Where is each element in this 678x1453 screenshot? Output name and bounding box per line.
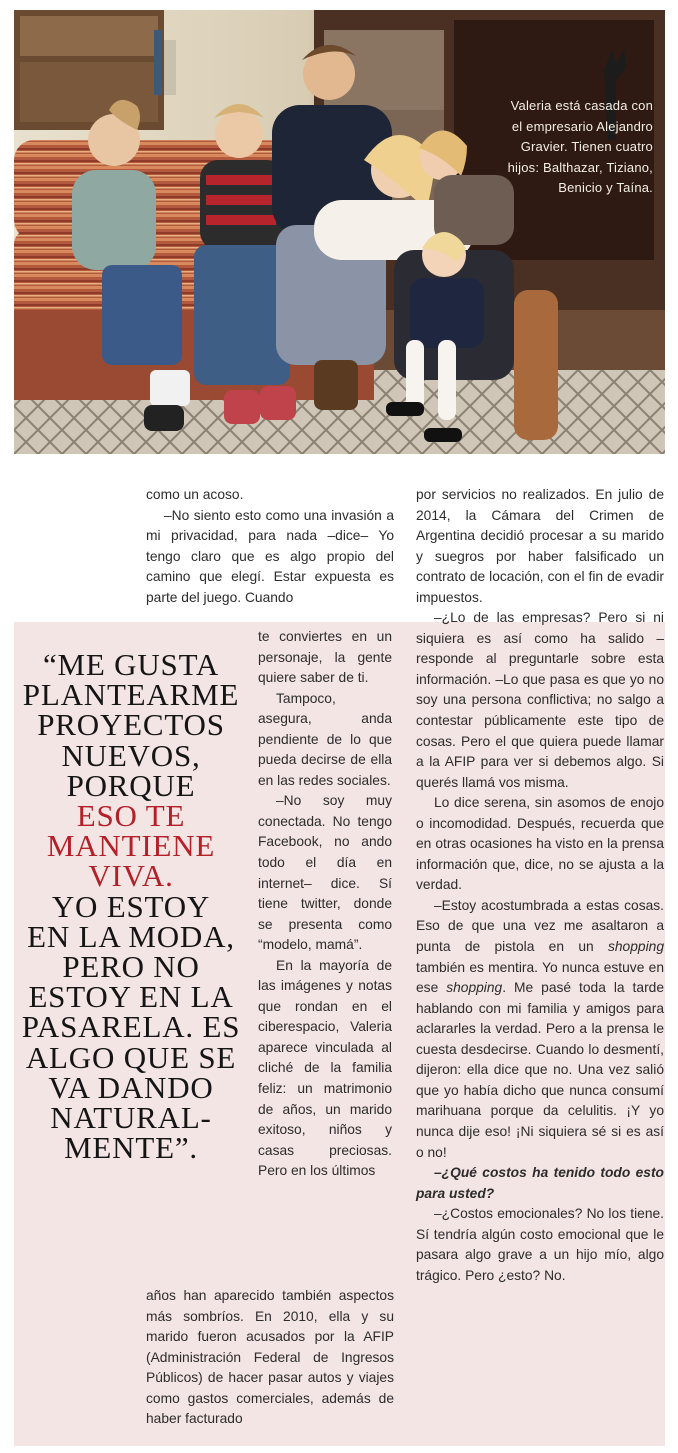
- pull-quote-highlight: MANTIENE: [46, 828, 216, 864]
- text-run: –Estoy acostumbrada a estas cosas. Eso de que una vez me asaltaron a punta de pistola en un: [416, 897, 664, 955]
- pull-quote-line: ALGO QUE SE: [25, 1039, 237, 1075]
- article-column-left-bottom: [146, 1286, 394, 1430]
- article-column-right: [416, 485, 664, 1286]
- pull-quote-line: PORQUE: [66, 767, 196, 803]
- text-run: . Me pasé toda la tarde hablando con mi familia y amigos para aclararles la verdad. Pero a la prensa le cuesta desdecirse. Cuando lo desmentí, dijeron: ella dice que no. Una vez salió que yo había dicho que nunca consumí marihuana porque da celulitis. ¡Y yo nunca dije eso! ¡Ni siquiera sé si es así o no!: [416, 980, 665, 1160]
- pull-quote-line: PLANTEARME: [22, 677, 240, 713]
- pull-quote-line: MENTE”.: [64, 1130, 198, 1166]
- pull-quote-line: PASARELA. ES: [21, 1009, 241, 1045]
- article-paragraph: En la mayoría de las imágenes y notas que rondan en el ciberespacio, Valeria aparece vinculada al cliché de la familia feliz: un matrimonio de años, un marido exitoso, niños y casas preciosas. Pero en los últimos: [258, 957, 392, 1179]
- photo-caption: Valeria está casada con el empresario Alejandro Gravier. Tienen cuatro hijos: Balthazar, Tiziano, Benicio y Taína.: [507, 98, 653, 195]
- interview-question: –¿Qué costos ha tenido todo esto para usted?: [416, 1165, 664, 1201]
- article-paragraph: [416, 896, 664, 1163]
- article-column-left-top: [146, 485, 394, 608]
- pull-quote-line: ESTOY EN LA: [28, 979, 234, 1015]
- article-paragraph: por servicios no realizados. En julio de 2014, la Cámara del Crimen de Argentina decidió procesar a su marido y suegros por haber falsificado un contrato de locación, con el fin de evadir impuestos.: [416, 487, 664, 605]
- article-paragraph: Tampoco, asegura, anda pendiente de lo que pueda decirse de ella en las redes sociales.: [258, 690, 392, 788]
- text-run: también es mentira. Yo nunca estuve en ese: [416, 959, 664, 996]
- article-column-narrow: [258, 627, 392, 1182]
- pull-quote-line: NATURAL-: [50, 1100, 212, 1136]
- family-photo-illustration: [14, 10, 665, 454]
- article-paragraph: te conviertes en un personaje, la gente quiere saber de ti.: [258, 629, 392, 686]
- article-paragraph: –¿Lo de las empresas? Pero si ni siquiera es así como ha salido –responde al preguntarle sobre esta información. –Lo que pasa es que yo no soy una persona conflictiva; no salgo a contestar públicamente este tipo de cosas. Pero el que quiera puede llamar a la AFIP para ver si debemos algo. Si querés llamá vos misma.: [416, 610, 664, 790]
- pull-quote-line: “ME GUSTA: [42, 647, 220, 682]
- pull-quote-line: PROYECTOS: [37, 707, 225, 743]
- article-paragraph: –No soy muy conectada. No tengo Facebook, no ando todo el día en internet– dice. Sí tiene twitter, donde se presenta como “modelo, mamá”.: [258, 793, 392, 953]
- pull-quote-line: EN LA MODA,: [27, 918, 235, 954]
- italic-term: shopping: [446, 980, 503, 996]
- pull-quote: [14, 647, 248, 1166]
- pull-quote-line: YO ESTOY: [51, 888, 211, 924]
- article-paragraph: como un acoso.: [146, 487, 244, 502]
- article-paragraph: –¿Costos emocionales? No los tiene. Sí tendría algún costo emocional que le pasara algo grave a un hijo mío, algo trágico. Pero ¿esto? No.: [416, 1206, 664, 1283]
- pull-quote-line: VA DANDO: [48, 1069, 214, 1105]
- pull-quote-highlight: VIVA.: [88, 858, 174, 894]
- pull-quote-line: PERO NO: [62, 949, 200, 985]
- italic-term: shopping: [607, 939, 664, 955]
- article-paragraph: –No siento esto como una invasión a mi privacidad, para nada –dice– Yo tengo claro que es algo propio del camino que elegí. Estar expuesta es parte del juego. Cuando: [146, 507, 394, 605]
- pull-quote-highlight: ESO TE: [76, 798, 186, 834]
- article-paragraph: años han aparecido también aspectos más sombríos. En 2010, ella y su marido fueron acusados por la AFIP (Administración Federal de Ingresos Públicos) de hacer pasar autos y viajes como gastos comerciales, además de haber facturado: [146, 1288, 394, 1427]
- family-photo: [14, 10, 665, 454]
- pull-quote-line: NUEVOS,: [61, 737, 201, 773]
- article-paragraph: Lo dice serena, sin asomos de enojo o incomodidad. Después, recuerda que en otras ocasiones ha visto en la prensa información que, dice, no se ajusta a la verdad.: [416, 795, 664, 893]
